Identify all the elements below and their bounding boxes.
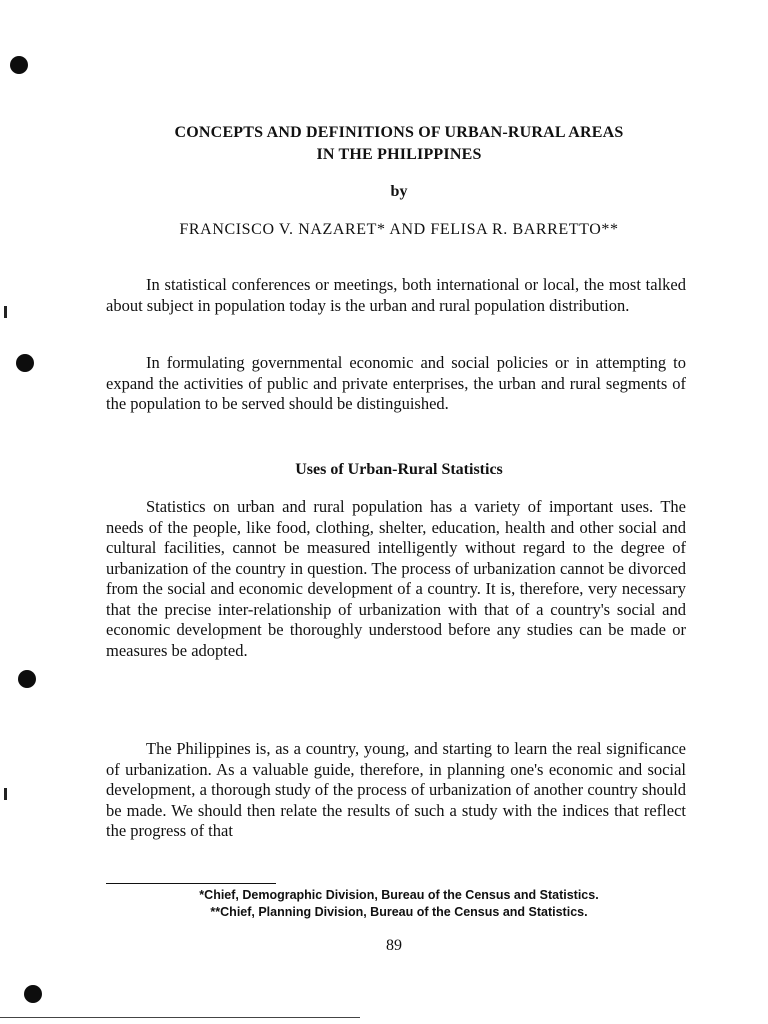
punch-hole [18,670,36,688]
section-heading: Uses of Urban-Rural Statistics [295,461,503,478]
paragraph-4: The Philippines is, as a country, young, and starting to learn the real significance of urbanization. As a valuable guide, therefore, in planning one's economic and social development, a thorough study of the process of urbanization of another country should be made. We should then relate the results of such a study with the indices that reflect the progress of that [106,739,686,840]
page-edge-line [0,1017,360,1018]
paragraph-2: In formulating governmental economic and social policies or in attempting to expand the activities of public and private enterprises, the urban and rural segments of the population to be served should be distinguished. [106,353,686,413]
footnote-rule [106,883,276,884]
punch-hole [10,56,28,74]
byline: by [390,183,408,200]
edge-mark [4,788,7,800]
authors: FRANCISCO V. NAZARET* AND FELISA R. BARRETTO** [179,221,619,238]
page-title [104,122,694,166]
paragraph-3: Statistics on urban and rural population has a variety of important uses. The needs of the people, like food, clothing, shelter, education, health and other social and cultural facilities, cannot be measured intelligently without regard to the degree of urbanization of the country in question. The process of urbanization cannot be divorced from the social and economic development of a country. It is, therefore, very necessary that the precise inter-relationship of urbanization with that of a country's social and economic development be thoroughly understood before any studies can be made or measures be adopted. [106,497,686,660]
footnote-1: *Chief, Demographic Division, Bureau of the Census and Statistics. [199,888,599,902]
punch-hole [24,985,42,1003]
title-line-2: IN THE PHILIPPINES [316,146,482,163]
footnote-2: **Chief, Planning Division, Bureau of the Census and Statistics. [210,905,588,919]
paragraph-1: In statistical conferences or meetings, both international or local, the most talked about subject in population today is the urban and rural population distribution. [106,275,686,315]
edge-mark [4,306,7,318]
punch-hole [16,354,34,372]
title-line-1: CONCEPTS AND DEFINITIONS OF URBAN-RURAL AREAS [174,124,624,141]
page-number: 89 [386,937,402,954]
